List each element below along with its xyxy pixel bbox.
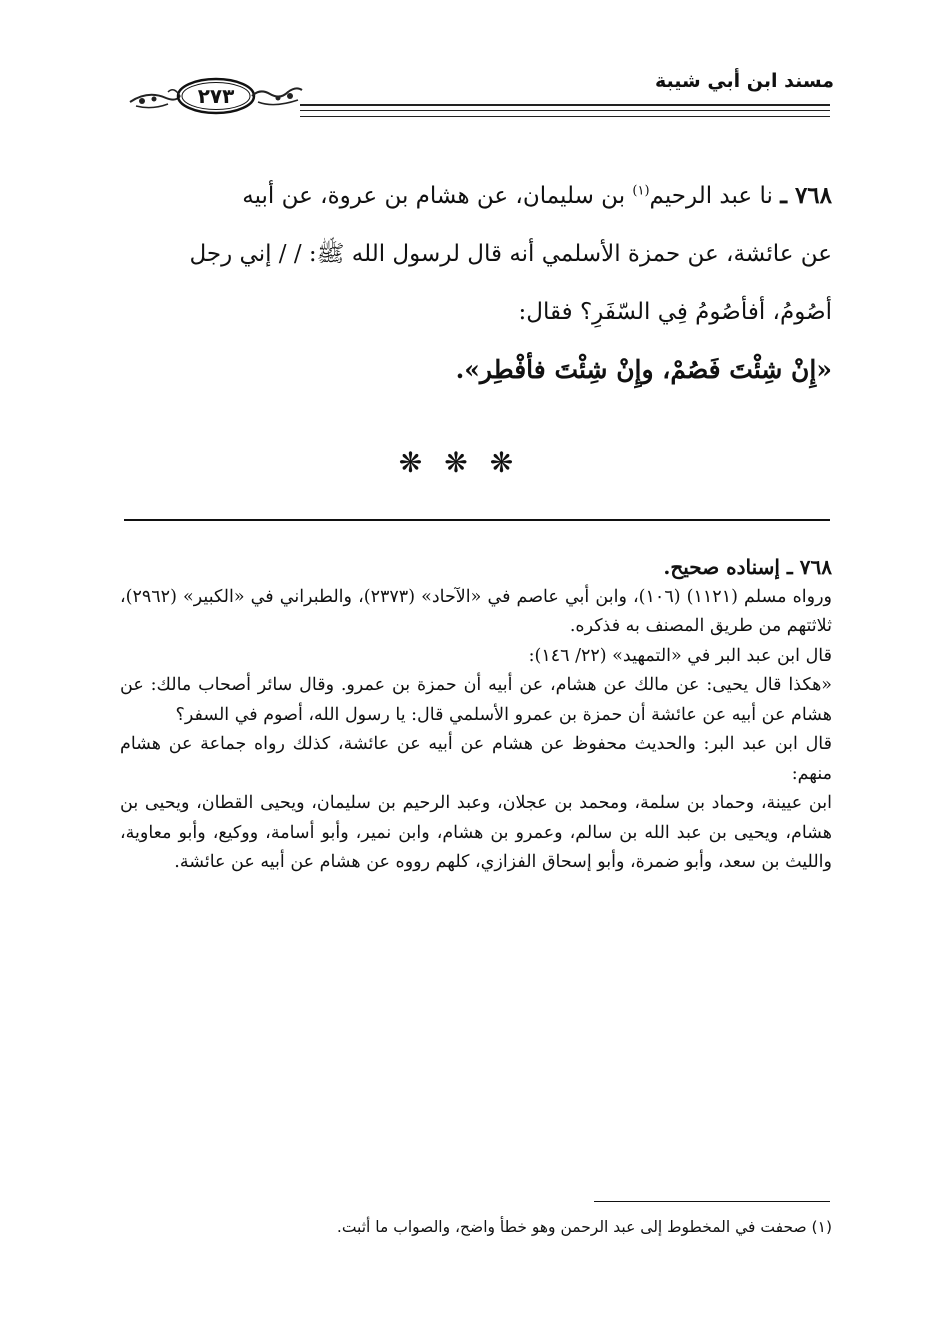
prophetic-quote: «إِنْ شِئْتَ فَصُمْ، وإِنْ شِئْتَ فأفْطِر». <box>455 355 832 384</box>
hadith-text <box>120 167 832 399</box>
commentary-paragraph: «هكذا قال يحيى: عن مالك عن هشام، عن أبيه أن حمزة بن عمرو. وقال سائر أصحاب مالك: عن هشام عن أبيه عن عائشة أن حمزة بن عمرو الأسلمي قال: يا رسول الله، أصوم في السفر؟ <box>120 675 832 725</box>
header-rule <box>300 104 830 106</box>
commentary-rule <box>124 519 830 521</box>
footnote-marker: (١) <box>632 183 650 199</box>
hadith-line: عن عائشة، عن حمزة الأسلمي أنه قال لرسول الله ﷺ: / / إني رجل <box>189 241 832 267</box>
header-rule <box>300 110 830 111</box>
section-separator: ❋❋❋ <box>398 446 536 479</box>
commentary-paragraph: ابن عيينة، وحماد بن سلمة، ومحمد بن عجلان، وعبد الرحيم بن سليمان، ويحيى القطان، ويحيى بن هشام، ويحيى بن عبد الله بن سالم، وعمرو بن هشام، وابن نمير، وأبو أسامة، ووكيع، وأبو معاوية، والليث بن سعد، وأبو ضمرة، وأبو إسحاق الفزازي، كلهم رووه عن هشام عن أبيه عن عائشة. <box>120 793 832 872</box>
page-number: ٢٧٣ <box>197 84 235 108</box>
footnote-rule <box>594 1201 830 1202</box>
commentary-block <box>120 553 832 878</box>
commentary-paragraph: ورواه مسلم (١١٢١) (١٠٦)، وابن أبي عاصم في «الآحاد» (٢٣٧٣)، والطبراني في «الكبير» (٢٩٦٢)، ثلاثتهم من طريق المصنف به فذكره. <box>120 586 832 636</box>
commentary-paragraph: قال ابن عبد البر: والحديث محفوظ عن هشام عن أبيه عن عائشة، كذلك رواه جماعة عن هشام منهم: <box>120 734 832 784</box>
commentary-heading: ٧٦٨ ـ إسناده صحيح. <box>663 555 832 579</box>
hadith-number: ٧٦٨ ـ <box>780 182 832 209</box>
hadith-text-segment: نا عبد الرحيم <box>649 183 773 209</box>
hadith-line <box>120 167 832 225</box>
hadith-text-segment: بن سليمان، عن هشام بن عروة، عن أبيه <box>242 183 633 209</box>
hadith-line: أصُومُ، أفأصُومُ فِي السّفَرِ؟ فقال: <box>518 299 832 325</box>
commentary-paragraph: قال ابن عبد البر في «التمهيد» (٢٢/ ١٤٦): <box>528 645 832 666</box>
header-rule <box>300 116 830 117</box>
running-head-title: مسند ابن أبي شيبة <box>654 70 834 92</box>
footnote: (١) صحفت في المخطوط إلى عبد الرحمن وهو خطأ واضح، والصواب ما أثبت. <box>336 1218 832 1236</box>
